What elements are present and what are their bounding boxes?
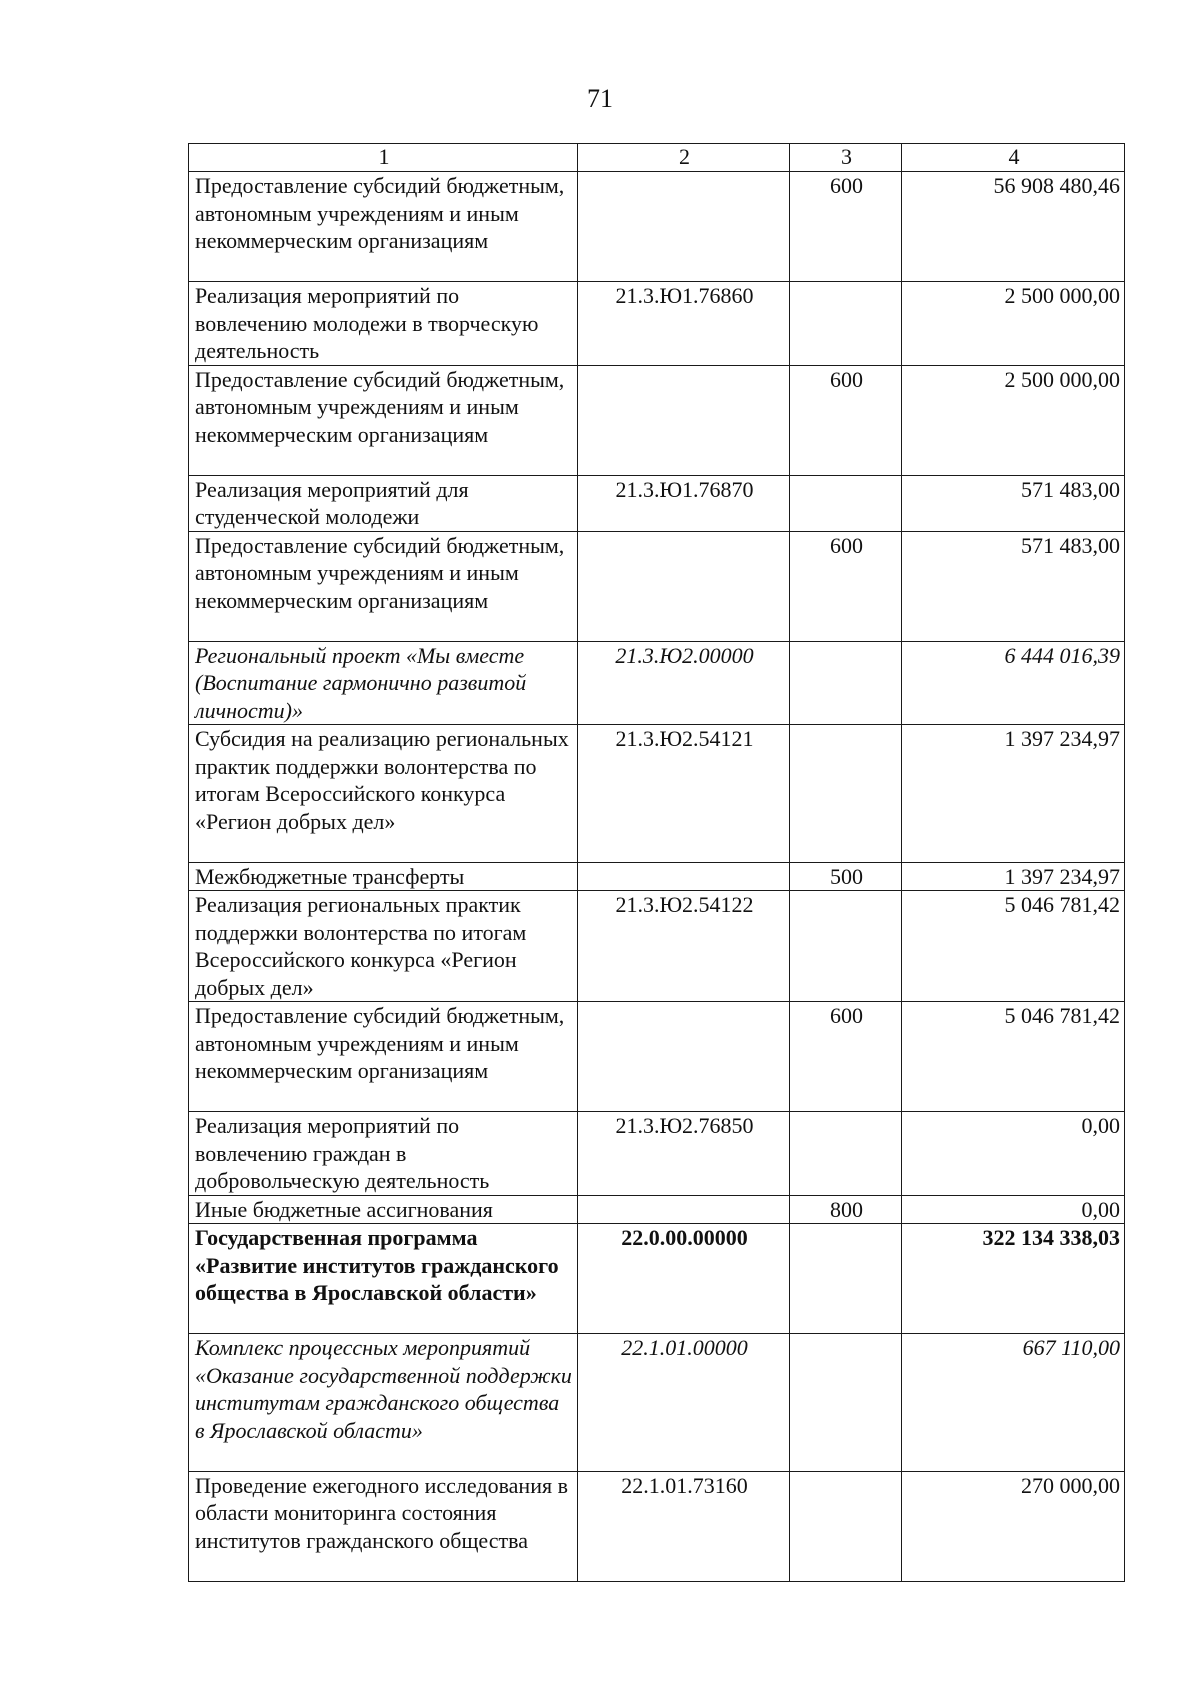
row-amount-cell: 571 483,00	[902, 531, 1125, 641]
row-code-cell: 21.3.Ю2.76850	[578, 1112, 790, 1196]
row-name-cell: Комплекс процессных мероприятий «Оказание государственной поддержки институтам гражданского общества в Ярославской области»	[189, 1334, 578, 1472]
row-amount-cell: 667 110,00	[902, 1334, 1125, 1472]
row-code-cell	[578, 1002, 790, 1112]
row-amount-cell: 0,00	[902, 1112, 1125, 1196]
row-code-cell: 21.3.Ю2.00000	[578, 641, 790, 725]
row-name-cell: Предоставление субсидий бюджетным, автономным учреждениям и иным некоммерческим организациям	[189, 365, 578, 475]
row-name-cell: Проведение ежегодного исследования в области мониторинга состояния институтов гражданского общества	[189, 1471, 578, 1581]
table-row	[189, 475, 1125, 531]
row-amount-cell: 571 483,00	[902, 475, 1125, 531]
row-type-cell	[790, 641, 902, 725]
table-row	[189, 1334, 1125, 1472]
row-type-cell: 600	[790, 531, 902, 641]
row-type-cell	[790, 1224, 902, 1334]
table-row	[189, 1112, 1125, 1196]
row-name-cell: Межбюджетные трансферты	[189, 862, 578, 891]
row-name-cell: Предоставление субсидий бюджетным, автономным учреждениям и иным некоммерческим организациям	[189, 172, 578, 282]
row-code-cell	[578, 172, 790, 282]
row-type-cell	[790, 725, 902, 863]
row-name-cell: Реализация региональных практик поддержки волонтерства по итогам Всероссийского конкурса «Регион добрых дел»	[189, 891, 578, 1002]
row-amount-cell: 0,00	[902, 1195, 1125, 1224]
row-code-cell	[578, 1195, 790, 1224]
row-name-cell: Реализация мероприятий по вовлечению граждан в добровольческую деятельность	[189, 1112, 578, 1196]
table-row	[189, 1471, 1125, 1581]
row-code-cell: 21.3.Ю1.76860	[578, 282, 790, 366]
row-amount-cell: 5 046 781,42	[902, 1002, 1125, 1112]
table-row	[189, 531, 1125, 641]
row-name-cell: Региональный проект «Мы вместе (Воспитание гармонично развитой личности)»	[189, 641, 578, 725]
row-code-cell: 22.0.00.00000	[578, 1224, 790, 1334]
row-code-cell: 22.1.01.00000	[578, 1334, 790, 1472]
row-amount-cell: 2 500 000,00	[902, 365, 1125, 475]
row-code-cell: 21.3.Ю2.54121	[578, 725, 790, 863]
row-type-cell	[790, 1471, 902, 1581]
column-header-2: 2	[578, 144, 790, 172]
page-number: 71	[587, 84, 613, 113]
row-type-cell	[790, 1334, 902, 1472]
row-name-cell: Реализация мероприятий для студенческой молодежи	[189, 475, 578, 531]
row-code-cell	[578, 862, 790, 891]
row-name-cell: Иные бюджетные ассигнования	[189, 1195, 578, 1224]
row-amount-cell: 1 397 234,97	[902, 725, 1125, 863]
budget-table	[188, 143, 1125, 1582]
row-amount-cell: 270 000,00	[902, 1471, 1125, 1581]
table-row	[189, 725, 1125, 863]
column-header-3: 3	[790, 144, 902, 172]
row-type-cell: 500	[790, 862, 902, 891]
row-type-cell	[790, 475, 902, 531]
table-row	[189, 862, 1125, 891]
table-header-row	[189, 144, 1125, 172]
column-header-4: 4	[902, 144, 1125, 172]
row-amount-cell: 2 500 000,00	[902, 282, 1125, 366]
row-amount-cell: 5 046 781,42	[902, 891, 1125, 1002]
table-row	[189, 1002, 1125, 1112]
row-name-cell: Реализация мероприятий по вовлечению молодежи в творческую деятельность	[189, 282, 578, 366]
row-type-cell	[790, 1112, 902, 1196]
row-amount-cell: 322 134 338,03	[902, 1224, 1125, 1334]
table-row	[189, 365, 1125, 475]
row-type-cell	[790, 891, 902, 1002]
row-name-cell: Субсидия на реализацию региональных практик поддержки волонтерства по итогам Всероссийского конкурса «Регион добрых дел»	[189, 725, 578, 863]
row-code-cell: 21.3.Ю2.54122	[578, 891, 790, 1002]
table-row	[189, 641, 1125, 725]
row-code-cell: 22.1.01.73160	[578, 1471, 790, 1581]
row-type-cell: 800	[790, 1195, 902, 1224]
row-amount-cell: 1 397 234,97	[902, 862, 1125, 891]
row-type-cell: 600	[790, 365, 902, 475]
budget-table-body	[189, 144, 1125, 1582]
row-code-cell: 21.3.Ю1.76870	[578, 475, 790, 531]
table-row	[189, 1224, 1125, 1334]
row-type-cell	[790, 282, 902, 366]
row-code-cell	[578, 531, 790, 641]
row-name-cell: Государственная программа «Развитие институтов гражданского общества в Ярославской области»	[189, 1224, 578, 1334]
table-row	[189, 282, 1125, 366]
row-type-cell: 600	[790, 1002, 902, 1112]
column-header-1: 1	[189, 144, 578, 172]
row-name-cell: Предоставление субсидий бюджетным, автономным учреждениям и иным некоммерческим организациям	[189, 1002, 578, 1112]
table-row	[189, 172, 1125, 282]
row-type-cell: 600	[790, 172, 902, 282]
row-name-cell: Предоставление субсидий бюджетным, автономным учреждениям и иным некоммерческим организациям	[189, 531, 578, 641]
table-row	[189, 1195, 1125, 1224]
table-row	[189, 891, 1125, 1002]
row-code-cell	[578, 365, 790, 475]
row-amount-cell: 56 908 480,46	[902, 172, 1125, 282]
row-amount-cell: 6 444 016,39	[902, 641, 1125, 725]
